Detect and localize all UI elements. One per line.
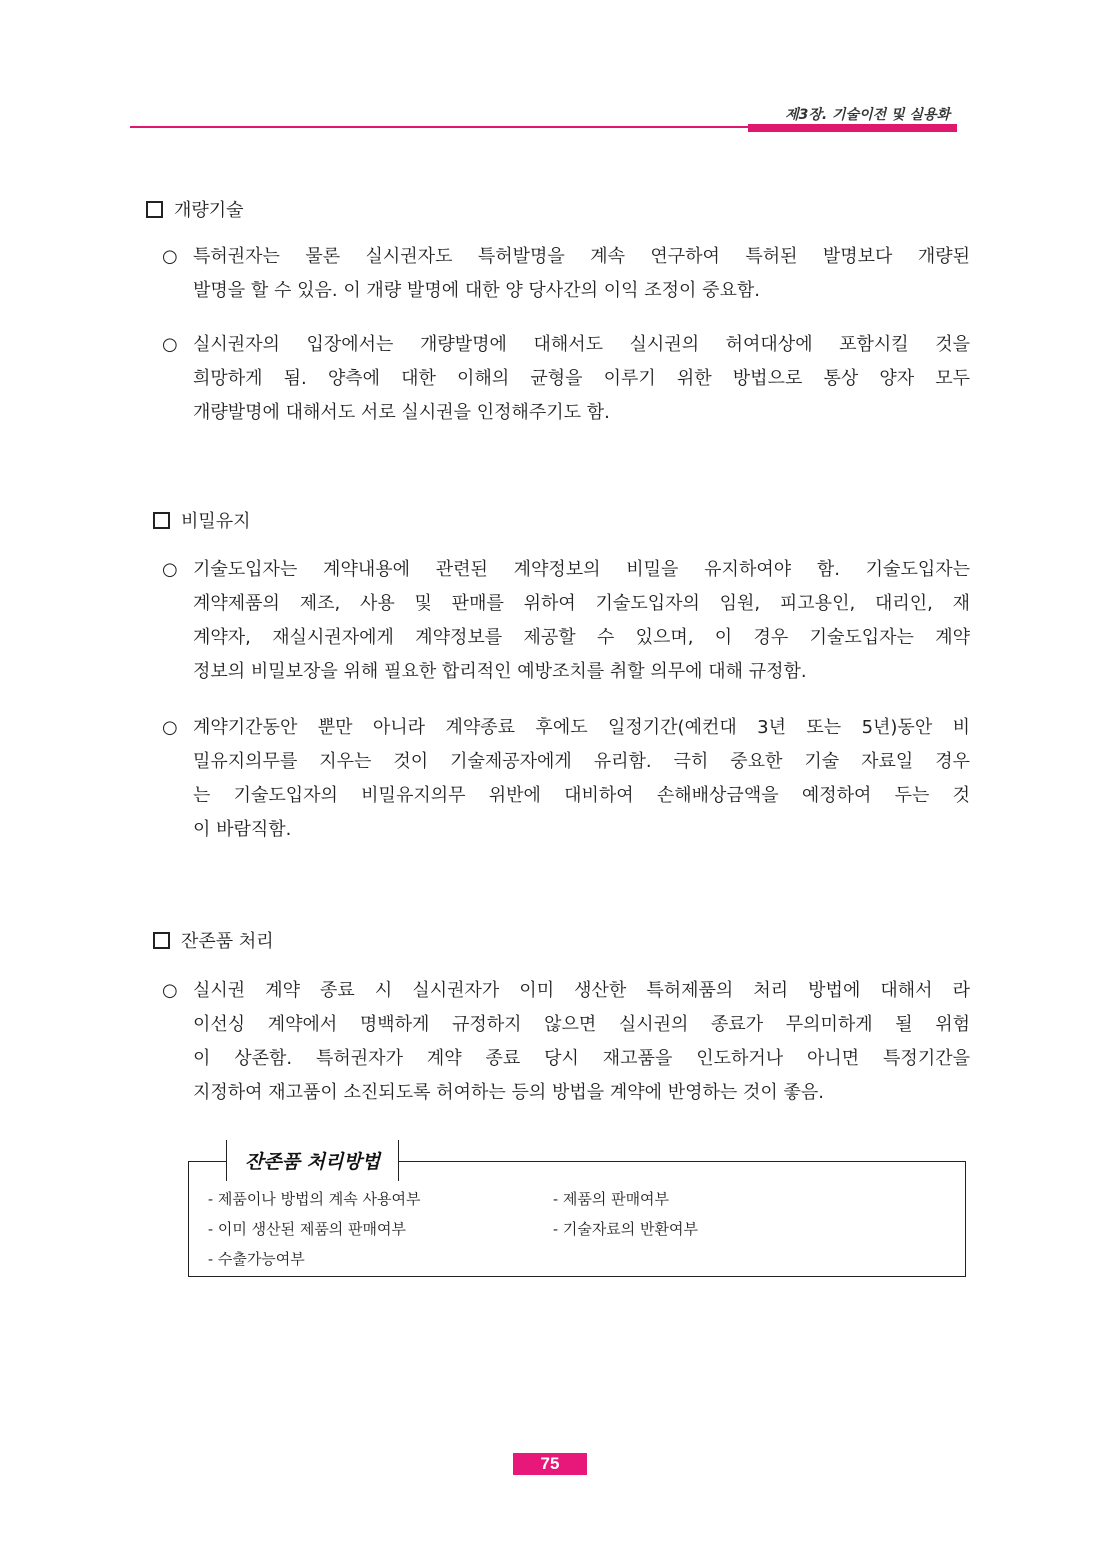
text-line: 기술도입자는 계약내용에 관련된 계약정보의 비밀을 유지하여야 함. 기술도입자는 — [193, 559, 970, 580]
text-line: 는 기술도입자의 비밀유지의무 위반에 대비하여 손해배상금액을 예정하여 두는 것 — [193, 785, 970, 806]
checkbox-icon — [153, 932, 170, 949]
text-line: 개량발명에 대해서도 서로 실시권을 인정해주기도 함. — [193, 402, 610, 423]
text-line: 지정하여 재고품이 소진되도록 허여하는 등의 방법을 계약에 반영하는 것이 좋음. — [193, 1082, 825, 1103]
text-line: 이선싱 계약에서 명백하게 규정하지 않으면 실시권의 종료가 무의미하게 될 위험 — [193, 1014, 970, 1035]
checkbox-icon — [146, 201, 163, 218]
text-line: 계약제품의 제조, 사용 및 판매를 위하여 기술도입자의 임원, 피고용인, 대리인, 재 — [193, 593, 970, 614]
circle-bullet-icon: ○ — [162, 559, 178, 580]
text-line: 이 상존함. 특허권자가 계약 종료 당시 재고품을 인도하거나 아니면 특정기간을 — [193, 1048, 970, 1069]
text-line: 이 바람직함. — [193, 819, 292, 840]
page-number: 75 — [540, 1454, 560, 1473]
checkbox-icon — [153, 512, 170, 529]
text-line: 밀유지의무를 지우는 것이 기술제공자에게 유리함. 극히 중요한 기술 자료일 경우 — [193, 751, 970, 772]
header-rule-accent — [748, 124, 957, 132]
text-line: 실시권 계약 종료 시 실시권자가 이미 생산한 특허제품의 처리 방법에 대해서 라 — [193, 980, 970, 1001]
section-heading-label: 비밀유지 — [181, 511, 251, 532]
list-item — [162, 328, 970, 430]
section-heading-inventory — [153, 927, 274, 953]
text-line: 발명을 할 수 있음. 이 개량 발명에 대한 양 당사간의 이익 조정이 중요함. — [193, 280, 760, 301]
section-heading-improvement — [146, 196, 244, 222]
text-line: 계약자, 재실시권자에게 계약정보를 제공할 수 있으며, 이 경우 기술도입자는 계약 — [193, 627, 970, 648]
circle-bullet-icon: ○ — [162, 980, 178, 1001]
chapter-title: 제3장. 기술이전 및 실용화 — [785, 107, 950, 123]
methods-box-title-tab — [226, 1140, 399, 1181]
list-item — [162, 240, 970, 308]
list-item — [162, 711, 970, 847]
box-entry: - 제품이나 방법의 계속 사용여부 — [208, 1190, 421, 1208]
text-line: 실시권자의 입장에서는 개량발명에 대해서도 실시권의 허여대상에 포함시킬 것을 — [193, 334, 970, 355]
box-entry: - 기술자료의 반환여부 — [553, 1220, 699, 1238]
methods-box-title: 잔존품 처리방법 — [245, 1151, 381, 1173]
text-line: 희망하게 됨. 양측에 대한 이해의 균형을 이루기 위한 방법으로 통상 양자 모두 — [193, 368, 970, 389]
text-line: 계약기간동안 뿐만 아니라 계약종료 후에도 일정기간(예컨대 3년 또는 5년)동안 비 — [193, 717, 970, 738]
section-heading-label: 개량기술 — [174, 200, 244, 221]
circle-bullet-icon: ○ — [162, 246, 178, 267]
box-entry: - 제품의 판매여부 — [553, 1190, 670, 1208]
box-entry: - 이미 생산된 제품의 판매여부 — [208, 1220, 407, 1238]
section-heading-confidentiality — [153, 507, 251, 533]
circle-bullet-icon: ○ — [162, 717, 178, 738]
box-entry: - 수출가능여부 — [208, 1250, 305, 1268]
list-item — [162, 553, 970, 689]
list-item — [162, 974, 970, 1110]
circle-bullet-icon: ○ — [162, 334, 178, 355]
section-heading-label: 잔존품 처리 — [181, 931, 274, 952]
text-line: 정보의 비밀보장을 위해 필요한 합리적인 예방조치를 취할 의무에 대해 규정함. — [193, 661, 807, 682]
text-line: 특허권자는 물론 실시권자도 특허발명을 계속 연구하여 특허된 발명보다 개량된 — [193, 246, 970, 267]
